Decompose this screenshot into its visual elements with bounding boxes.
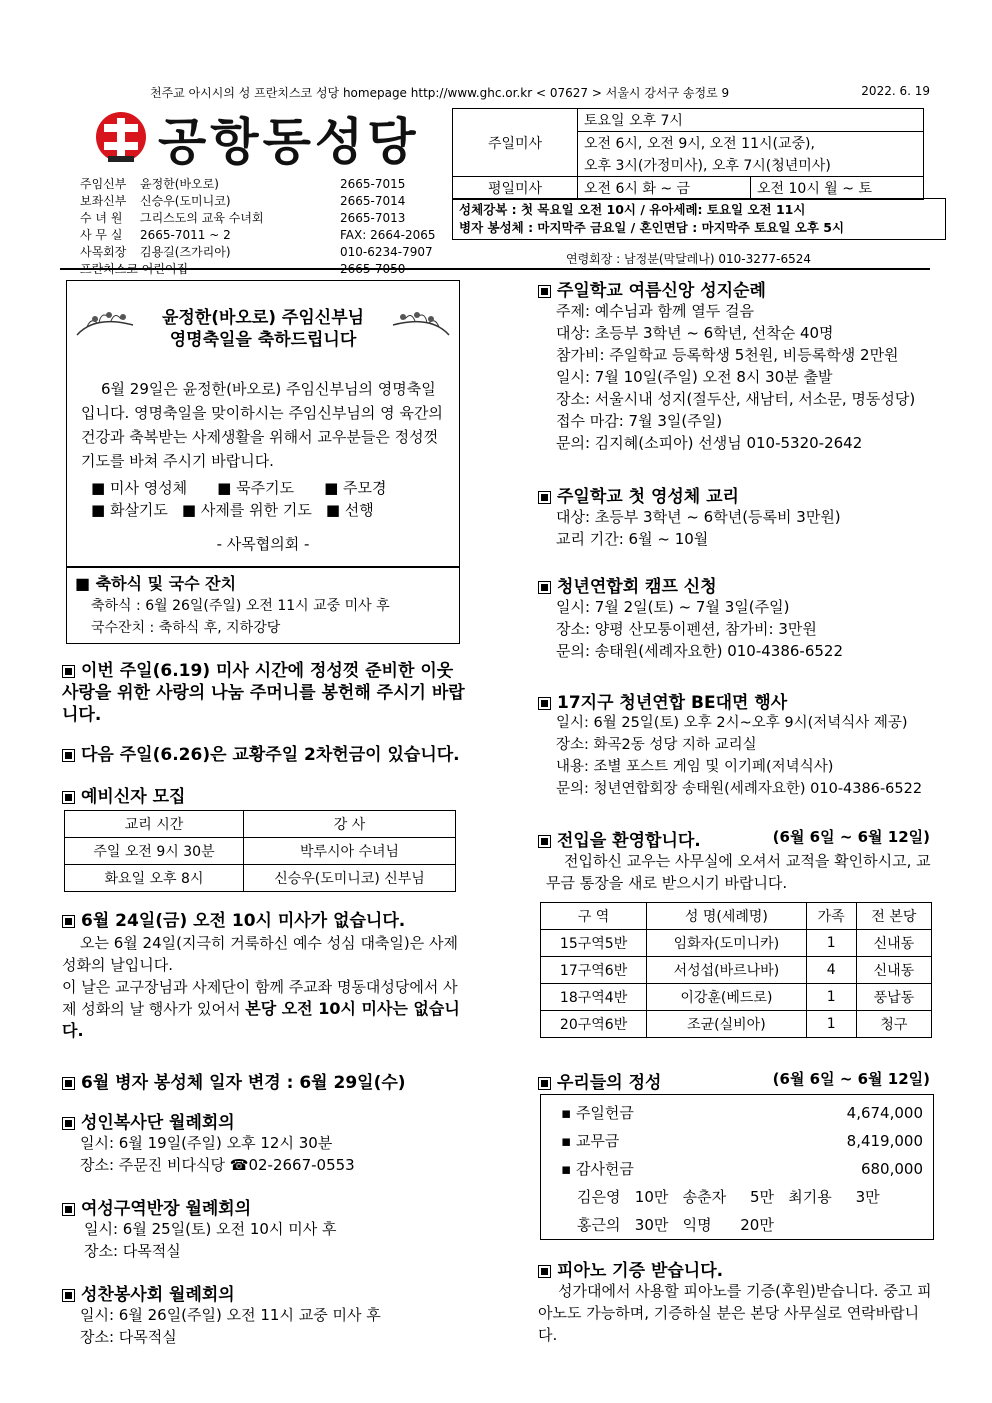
women-leaders-info: 일시: 6월 25일(토) 오전 10시 미사 후 장소: 다목적실 xyxy=(84,1220,337,1260)
bullet-icon: ▪ xyxy=(561,1132,576,1150)
sunday-mass-time-3: 오후 3시(가정미사), 오후 7시(청년미사) xyxy=(578,154,924,177)
note-benediction: 성체강복 : 첫 목요일 오전 10시 / 유아세례: 토요일 오전 11시 xyxy=(459,202,806,217)
weekday-mass-label: 평일미사 xyxy=(453,177,578,200)
table-header: 성 명(세례명) xyxy=(647,903,806,930)
table-cell: 풍납동 xyxy=(856,984,931,1011)
checkbox-bullet-icon xyxy=(62,1117,75,1130)
prayer-list-row-1 xyxy=(91,477,387,498)
offerings-period: (6월 6일 ~ 6월 12일) xyxy=(772,1070,930,1088)
piano-title: 피아노 기증 받습니다. xyxy=(538,1256,723,1281)
table-cell: 20구역6반 xyxy=(541,1011,647,1038)
table-row: 화요일 오후 8시 신승우(도미니코) 신부님 xyxy=(65,865,456,892)
offering-value: 680,000 xyxy=(860,1160,923,1178)
piano-text: 성가대에서 사용할 피아노를 기증(후원)받습니다. 중고 피아노도 가능하며, 기증하실 분은 본당 사무실로 연락바랍니다. xyxy=(538,1282,932,1344)
bullet-icon: ■ xyxy=(75,574,96,593)
table-cell: 1 xyxy=(806,984,856,1011)
detail-line: 주제: 예수님과 함께 열두 걸음 xyxy=(556,302,755,320)
detail-line: 참가비: 주일학교 등록학생 5천원, 비등록학생 2만원 xyxy=(556,346,899,364)
detail-line: 문의: 송태원(세례자요한) 010-4386-6522 xyxy=(556,642,843,660)
altar-servers-info: 일시: 6월 19일(주일) 오후 12시 30분 장소: 주문진 비다식당 ☎02-2667-0553 xyxy=(80,1134,355,1174)
church-name: 공항동성당 xyxy=(158,113,420,171)
table-header: 강 사 xyxy=(244,811,456,838)
communion-ministers-title: 성찬봉사회 월례회의 xyxy=(62,1280,235,1305)
bullet-icon: ■ xyxy=(91,501,110,519)
welcome-title: 전입을 환영합니다. (6월 6일 ~ 6월 12일) xyxy=(538,826,930,851)
checkbox-bullet-icon xyxy=(538,1265,551,1278)
no-mass-line-2: 이 날은 교구장님과 사제단이 함께 주교좌 명동대성당에서 사제 성화의 날 행사가 있어서 xyxy=(62,978,458,1018)
table-row xyxy=(541,984,932,1011)
detail-line: 장소: 화곡2동 성당 지하 교리실 xyxy=(556,737,757,753)
checkbox-bullet-icon xyxy=(538,1077,551,1090)
table-header: 구 역 xyxy=(541,903,647,930)
welcome-text: 전입하신 교우는 사무실에 오셔서 교적을 확인하시고, 교무금 통장을 새로 받으시기 바랍니다. xyxy=(546,852,931,892)
checkbox-bullet-icon xyxy=(62,749,75,762)
table-cell: 신내동 xyxy=(856,930,931,957)
staff-row: 주임신부 윤정한(바오로) 2665-7015 xyxy=(80,177,406,191)
offering-label: 주일헌금 xyxy=(575,1104,634,1122)
newcomers-table xyxy=(540,902,932,1038)
detail-line: 문의: 청년연합회장 송태원(세례자요한) 010-4386-6522 xyxy=(556,781,923,797)
checkbox-bullet-icon xyxy=(62,1289,75,1302)
detail-line: 장소: 서울시내 성지(절두산, 새남터, 서소문, 명동성당) xyxy=(556,390,916,408)
table-header: 교리 시간 xyxy=(65,811,244,838)
pilgrimage-title: 주일학교 여름신앙 성지순례 xyxy=(538,276,766,301)
detail-line: 일시: 7월 10일(주일) 오전 8시 30분 출발 xyxy=(556,368,833,386)
mass-schedule-table xyxy=(452,108,924,200)
checkbox-bullet-icon xyxy=(62,791,75,804)
prayer-list-row-2 xyxy=(91,499,374,520)
checkbox-bullet-icon xyxy=(62,915,75,928)
altar-servers-title: 성인복사단 월례회의 xyxy=(62,1108,235,1133)
offering-row xyxy=(561,1155,923,1183)
offering-value: 4,674,000 xyxy=(846,1104,923,1122)
sunday-mass-label: 주일미사 xyxy=(453,109,578,177)
donors-line-1: 김은영 10만 송춘자 5만 최기용 3만 xyxy=(577,1188,880,1206)
staff-row: 사목회장 김용길(즈가리아) 010-6234-7907 xyxy=(80,245,433,259)
offering-row xyxy=(561,1099,923,1127)
table-header: 전 본당 xyxy=(856,903,931,930)
bullet-icon: ▪ xyxy=(561,1104,576,1122)
checkbox-bullet-icon xyxy=(62,665,75,678)
celebration-ceremony: 축하식 : 6월 26일(주일) 오전 11시 교중 미사 후 xyxy=(91,598,390,614)
checkbox-bullet-icon xyxy=(538,285,551,298)
detail-line: 대상: 초등부 3학년 ~ 6학년(등록비 3만원) xyxy=(556,508,841,526)
table-cell: 4 xyxy=(806,957,856,984)
funeral-society-president: 연령회장 : 남정분(막달레나) 010-3277-6524 xyxy=(566,252,812,266)
note-sick-communion: 병자 봉성체 : 마지막주 금요일 / 혼인면담 : 마지막주 토요일 오후 5시 xyxy=(459,220,845,235)
bullet-icon: ■ xyxy=(91,479,110,497)
detail-line: 대상: 초등부 3학년 ~ 6학년, 선착순 40명 xyxy=(556,324,834,342)
prayer-item: ■ 화살기도 xyxy=(91,501,168,519)
bulletin-date: 2022. 6. 19 xyxy=(861,84,930,98)
feast-body: 6월 29일은 윤정한(바오로) 주임신부님의 영명축일입니다. 영명축일을 맞이하시는 주임신부님의 영 육간의 건강과 축복받는 사제생활을 위해서 교우분들은 정성껏 기도를 바쳐 주시기 바랍니다. xyxy=(81,380,443,470)
notice-second-collection: 다음 주일(6.26)은 교황주일 2차헌금이 있습니다. xyxy=(62,740,460,765)
table-cell: 17구역6반 xyxy=(541,957,647,984)
sunday-mass-time-1: 토요일 오후 7시 xyxy=(578,109,924,132)
detail-line: 교리 기간: 6월 ~ 10월 xyxy=(556,530,709,548)
bullet-icon: ■ xyxy=(217,479,237,497)
feast-title-2: 영명축일을 축하드립니다 xyxy=(169,330,357,350)
offering-label: 교무금 xyxy=(575,1132,620,1150)
table-cell: 임화자(도미니카) xyxy=(647,930,806,957)
bullet-icon: ■ xyxy=(325,501,345,519)
detail-line: 접수 마감: 7월 3일(주일) xyxy=(556,412,723,430)
no-mass-line-1: 오는 6월 24일(지극히 거룩하신 예수 성심 대축일)은 사제성화의 날입니다. xyxy=(62,934,459,974)
table-row xyxy=(541,1011,932,1038)
table-row xyxy=(541,930,932,957)
catechumen-table xyxy=(64,810,456,892)
table-row: 주일 오전 9시 30분 박루시아 수녀님 xyxy=(65,838,456,865)
communion-ministers-info: 일시: 6월 26일(주일) 오전 11시 교중 미사 후 장소: 다목적실 xyxy=(80,1306,381,1346)
table-cell: 1 xyxy=(806,930,856,957)
bullet-icon: ■ xyxy=(324,479,344,497)
youth-camp-title: 청년연합회 캠프 신청 xyxy=(538,572,717,597)
district-youth-details xyxy=(556,712,922,800)
weekday-mass-time-2: 오전 10시 월 ~ 토 xyxy=(751,177,924,200)
first-communion-details xyxy=(556,506,841,550)
detail-line: 일시: 6월 25일(토) 오후 2시~오후 9시(저녁식사 제공) xyxy=(556,715,908,731)
feast-day-box xyxy=(66,280,460,568)
checkbox-bullet-icon xyxy=(538,581,551,594)
offerings-box xyxy=(540,1094,934,1240)
feast-signature: - 사목협의회 - xyxy=(216,535,310,553)
prayer-item: ■ 미사 영성체 xyxy=(91,479,188,497)
checkbox-bullet-icon xyxy=(538,697,551,710)
weekday-mass-time-1: 오전 6시 화 ~ 금 xyxy=(578,177,751,200)
staff-row: 사 무 실 2665-7011 ~ 2 FAX: 2664-2065 xyxy=(80,228,436,242)
table-cell: 청구 xyxy=(856,1011,931,1038)
table-header: 가족 xyxy=(806,903,856,930)
detail-line: 장소: 양평 산모퉁이펜션, 참가비: 3만원 xyxy=(556,620,817,638)
checkbox-bullet-icon xyxy=(538,491,551,504)
detail-line: 내용: 조별 포스트 게임 및 이기페(저녁식사) xyxy=(556,759,834,775)
table-cell: 이강훈(베드로) xyxy=(647,984,806,1011)
celebration-title: 축하식 및 국수 잔치 xyxy=(95,574,237,593)
women-leaders-title: 여성구역반장 월례회의 xyxy=(62,1194,251,1219)
offering-row xyxy=(561,1127,923,1155)
no-mass-line-3: 본당 오전 10시 미사는 없습니다. xyxy=(62,999,460,1040)
celebration-noodles: 국수잔치 : 축하식 후, 지하강당 xyxy=(91,620,281,636)
table-cell: 조균(실비아) xyxy=(647,1011,806,1038)
first-communion-title: 주일학교 첫 영성체 교리 xyxy=(538,482,739,507)
district-youth-title: 17지구 청년연합 BE대면 행사 xyxy=(538,688,787,713)
detail-line: 문의: 김지혜(소피아) 선생님 010-5320-2642 xyxy=(556,434,863,452)
youth-camp-details xyxy=(556,596,843,662)
detail-line: 일시: 7월 2일(토) ~ 7월 3일(주일) xyxy=(556,598,790,616)
bullet-icon: ■ xyxy=(181,501,201,519)
offering-value: 8,419,000 xyxy=(846,1132,923,1150)
sick-communion-change: 6월 병자 봉성체 일자 변경 : 6월 29일(수) xyxy=(62,1068,406,1093)
offering-label: 감사헌금 xyxy=(575,1160,634,1178)
sacrament-notes xyxy=(452,198,946,240)
prayer-item: ■ 묵주기도 xyxy=(217,479,295,497)
checkbox-bullet-icon xyxy=(62,1203,75,1216)
prayer-item: ■ 주모경 xyxy=(324,479,387,497)
header-info-line: 천주교 아시시의 성 프란치스코 성당 homepage http://www.ghc.or.kr < 07627 > 서울시 강서구 송정로 9 xyxy=(150,86,730,100)
checkbox-bullet-icon xyxy=(62,1077,75,1090)
offerings-title: 우리들의 정성 (6월 6일 ~ 6월 12일) xyxy=(538,1068,930,1093)
table-cell: 서성섭(바르나바) xyxy=(647,957,806,984)
church-logo-icon xyxy=(94,110,148,164)
table-cell: 신내동 xyxy=(856,957,931,984)
catechumen-title: 예비신자 모집 xyxy=(62,782,185,807)
table-row xyxy=(541,957,932,984)
notice-love-pouch: 이번 주일(6.19) 미사 시간에 정성껏 준비한 이웃사랑을 위한 사랑의 나눔 주머니를 봉헌해 주시기 바랍니다. xyxy=(62,661,465,725)
prayer-item: ■ 사제를 위한 기도 xyxy=(181,501,312,519)
header-divider xyxy=(60,268,930,270)
welcome-period: (6월 6일 ~ 6월 12일) xyxy=(772,828,930,846)
bullet-icon: ▪ xyxy=(561,1160,576,1178)
table-cell: 18구역4반 xyxy=(541,984,647,1011)
staff-list xyxy=(80,176,490,278)
table-cell: 15구역5반 xyxy=(541,930,647,957)
prayer-item: ■ 선행 xyxy=(325,501,374,519)
pilgrimage-details xyxy=(556,300,915,454)
no-mass-body xyxy=(62,932,468,1042)
table-cell: 1 xyxy=(806,1011,856,1038)
staff-row: 보좌신부 신승우(도미니코) 2665-7014 xyxy=(80,194,406,208)
feast-title-1: 윤정한(바오로) 주임신부님 xyxy=(161,308,365,328)
sunday-mass-time-2: 오전 6시, 오전 9시, 오전 11시(교중), xyxy=(578,132,924,155)
staff-row: 수 녀 원 그리스도의 교육 수녀회 2665-7013 xyxy=(80,211,406,225)
no-mass-title: 6월 24일(금) 오전 10시 미사가 없습니다. xyxy=(62,906,405,931)
checkbox-bullet-icon xyxy=(538,835,551,848)
donors-line-2: 홍근의 30만 익명 20만 xyxy=(577,1216,774,1234)
celebration-box xyxy=(66,566,460,644)
